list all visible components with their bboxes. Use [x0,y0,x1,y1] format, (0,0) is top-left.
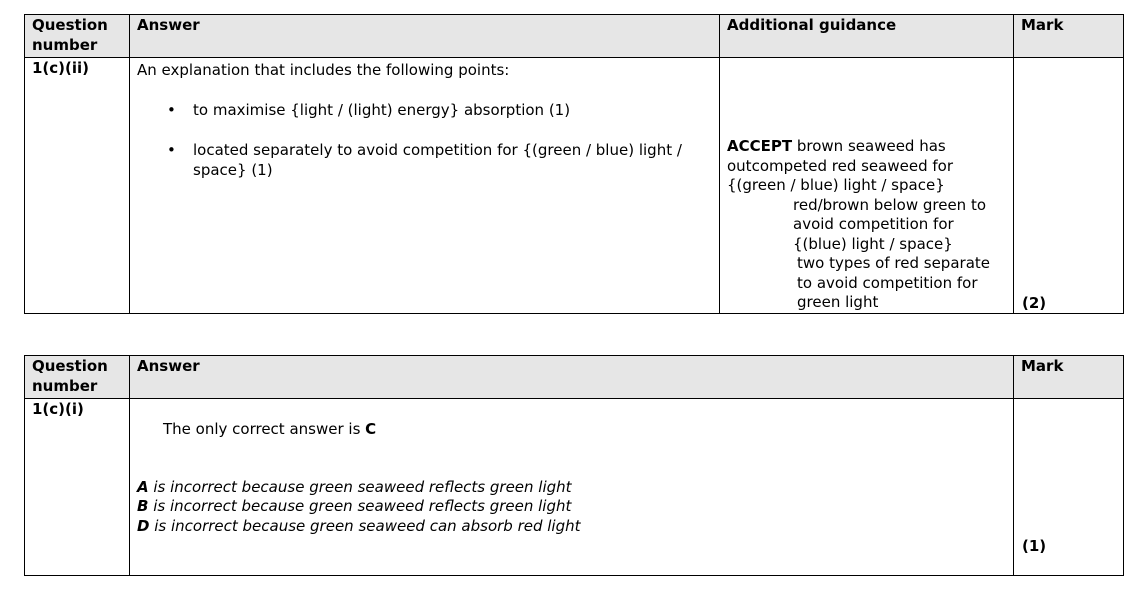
answer-cell [130,399,1014,576]
guidance-line-2: red/brown below green to avoid competition for {(blue) light / space} [793,195,987,253]
guidance-line-1: brown seaweed has outcompeted red seaweed for {(green / blue) light / space} [727,137,953,194]
mark-cell [1014,399,1124,576]
answer-point-text: located separately to avoid competition for {(green / blue) light / space} (1) [193,141,682,179]
answer-point [167,100,712,121]
answer-cell [130,58,720,314]
reason-letter: B [137,497,149,515]
correct-answer-letter: C [365,420,377,438]
answer-point-text: to maximise {light / (light) energy} absorption (1) [193,100,571,119]
answer-point [167,141,712,180]
reason-text: is incorrect because green seaweed reflects green light [148,477,572,496]
guidance-accept [727,137,1001,196]
mark-value: (2) [1022,293,1047,312]
mark-cell [1014,58,1124,314]
answer-row [25,399,1124,576]
answer-intro: An explanation that includes the following points: [137,61,510,79]
header-additional-guidance: Additional guidance [720,15,1014,58]
reason-letter: D [137,516,150,535]
mark-scheme-table-1c-i [24,355,1124,576]
guidance-line-3: two types of red separate to avoid competition for green light [797,254,990,311]
header-mark: Mark [1014,356,1124,399]
reason-line [137,478,1006,498]
reason-line [137,517,1006,537]
header-row [25,356,1124,399]
correct-answer-prefix: The only correct answer is [163,420,366,438]
header-answer: Answer [130,15,720,58]
mark-scheme-table-1c-ii [24,14,1124,314]
incorrect-reasons [137,478,1006,537]
correct-answer-statement [163,420,1006,440]
answer-points-list [137,101,712,181]
header-mark: Mark [1014,15,1124,58]
header-answer: Answer [130,356,1014,399]
bullet-icon: • [167,100,176,119]
mark-value: (1) [1022,536,1047,555]
reason-letter: A [137,477,149,496]
guidance-body [727,137,1001,313]
reason-text: is incorrect because green seaweed reflects green light [148,497,572,515]
reason-line [137,497,1006,517]
header-question-number: Question number [25,356,130,399]
question-number: 1(c)(i) [25,399,130,576]
question-number: 1(c)(ii) [25,58,130,314]
bullet-icon: • [167,141,176,159]
accept-keyword: ACCEPT [727,137,793,155]
header-row [25,15,1124,58]
reason-text: is incorrect because green seaweed can absorb red light [149,516,581,535]
header-question-number: Question number [25,15,130,58]
guidance-cell [720,58,1014,314]
answer-row [25,58,1124,314]
